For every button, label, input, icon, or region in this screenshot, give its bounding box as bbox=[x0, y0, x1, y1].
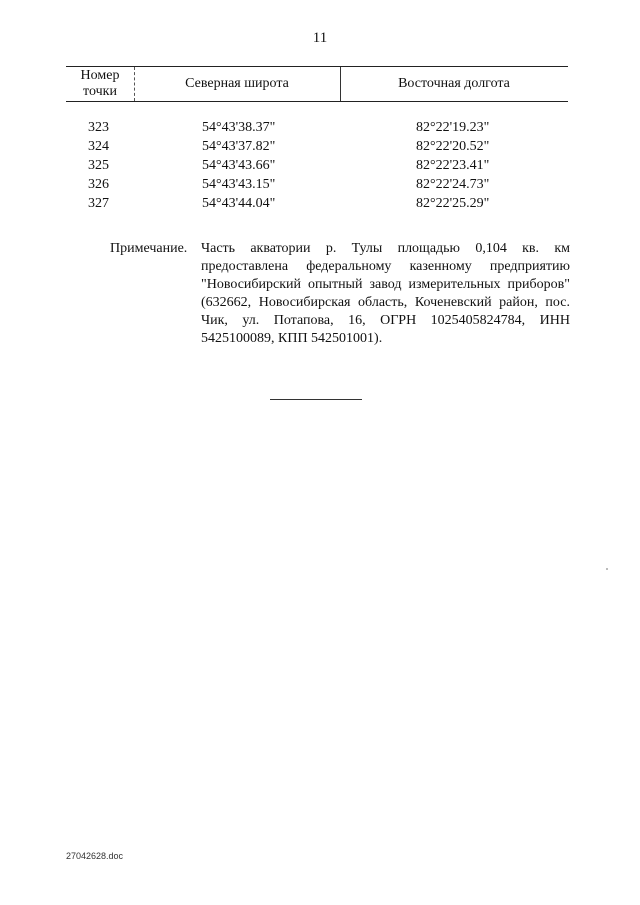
table-row bbox=[66, 137, 568, 156]
table-row bbox=[66, 156, 568, 175]
note-block bbox=[110, 240, 570, 348]
longitude-value: 82°22'24.73" bbox=[416, 177, 490, 192]
table-row bbox=[66, 175, 568, 194]
coordinates-table bbox=[66, 66, 568, 213]
latitude-value: 54°43'44.04" bbox=[202, 196, 276, 211]
point-number: 323 bbox=[88, 120, 109, 135]
end-divider bbox=[270, 399, 362, 400]
latitude-value: 54°43'38.37" bbox=[202, 120, 276, 135]
header-east-longitude: Восточная долгота bbox=[398, 76, 510, 91]
footer-filename: 27042628.doc bbox=[66, 851, 124, 861]
scan-speck bbox=[606, 568, 608, 570]
latitude-value: 54°43'43.15" bbox=[202, 177, 276, 192]
table-row bbox=[66, 194, 568, 213]
longitude-value: 82°22'25.29" bbox=[416, 196, 490, 211]
latitude-value: 54°43'43.66" bbox=[202, 158, 276, 173]
longitude-value: 82°22'19.23" bbox=[416, 120, 490, 135]
note-label: Примечание. bbox=[110, 241, 188, 256]
header-point-number: Номер точки bbox=[66, 67, 135, 101]
note-text: Часть акватории р. Тулы площадью 0,104 кв. км предоставлена федеральному казенному предприятию "Новосибирский опытный завод измерительных приборов" (632662, Новосибирская область, Коченевский район, пос. Чик, ул. Потапова, 16, ОГРН 1025405824784, ИНН 5425100089, КПП 542501001). bbox=[201, 241, 570, 346]
longitude-value: 82°22'20.52" bbox=[416, 139, 490, 154]
point-number: 325 bbox=[88, 158, 109, 173]
table-row bbox=[66, 118, 568, 137]
latitude-value: 54°43'37.82" bbox=[202, 139, 276, 154]
longitude-value: 82°22'23.41" bbox=[416, 158, 490, 173]
table-body bbox=[66, 118, 568, 213]
point-number: 327 bbox=[88, 196, 109, 211]
point-number: 326 bbox=[88, 177, 109, 192]
point-number: 324 bbox=[88, 139, 109, 154]
table-header bbox=[66, 66, 568, 102]
page-number: 11 bbox=[312, 30, 328, 46]
header-north-latitude: Северная широта bbox=[134, 67, 341, 101]
